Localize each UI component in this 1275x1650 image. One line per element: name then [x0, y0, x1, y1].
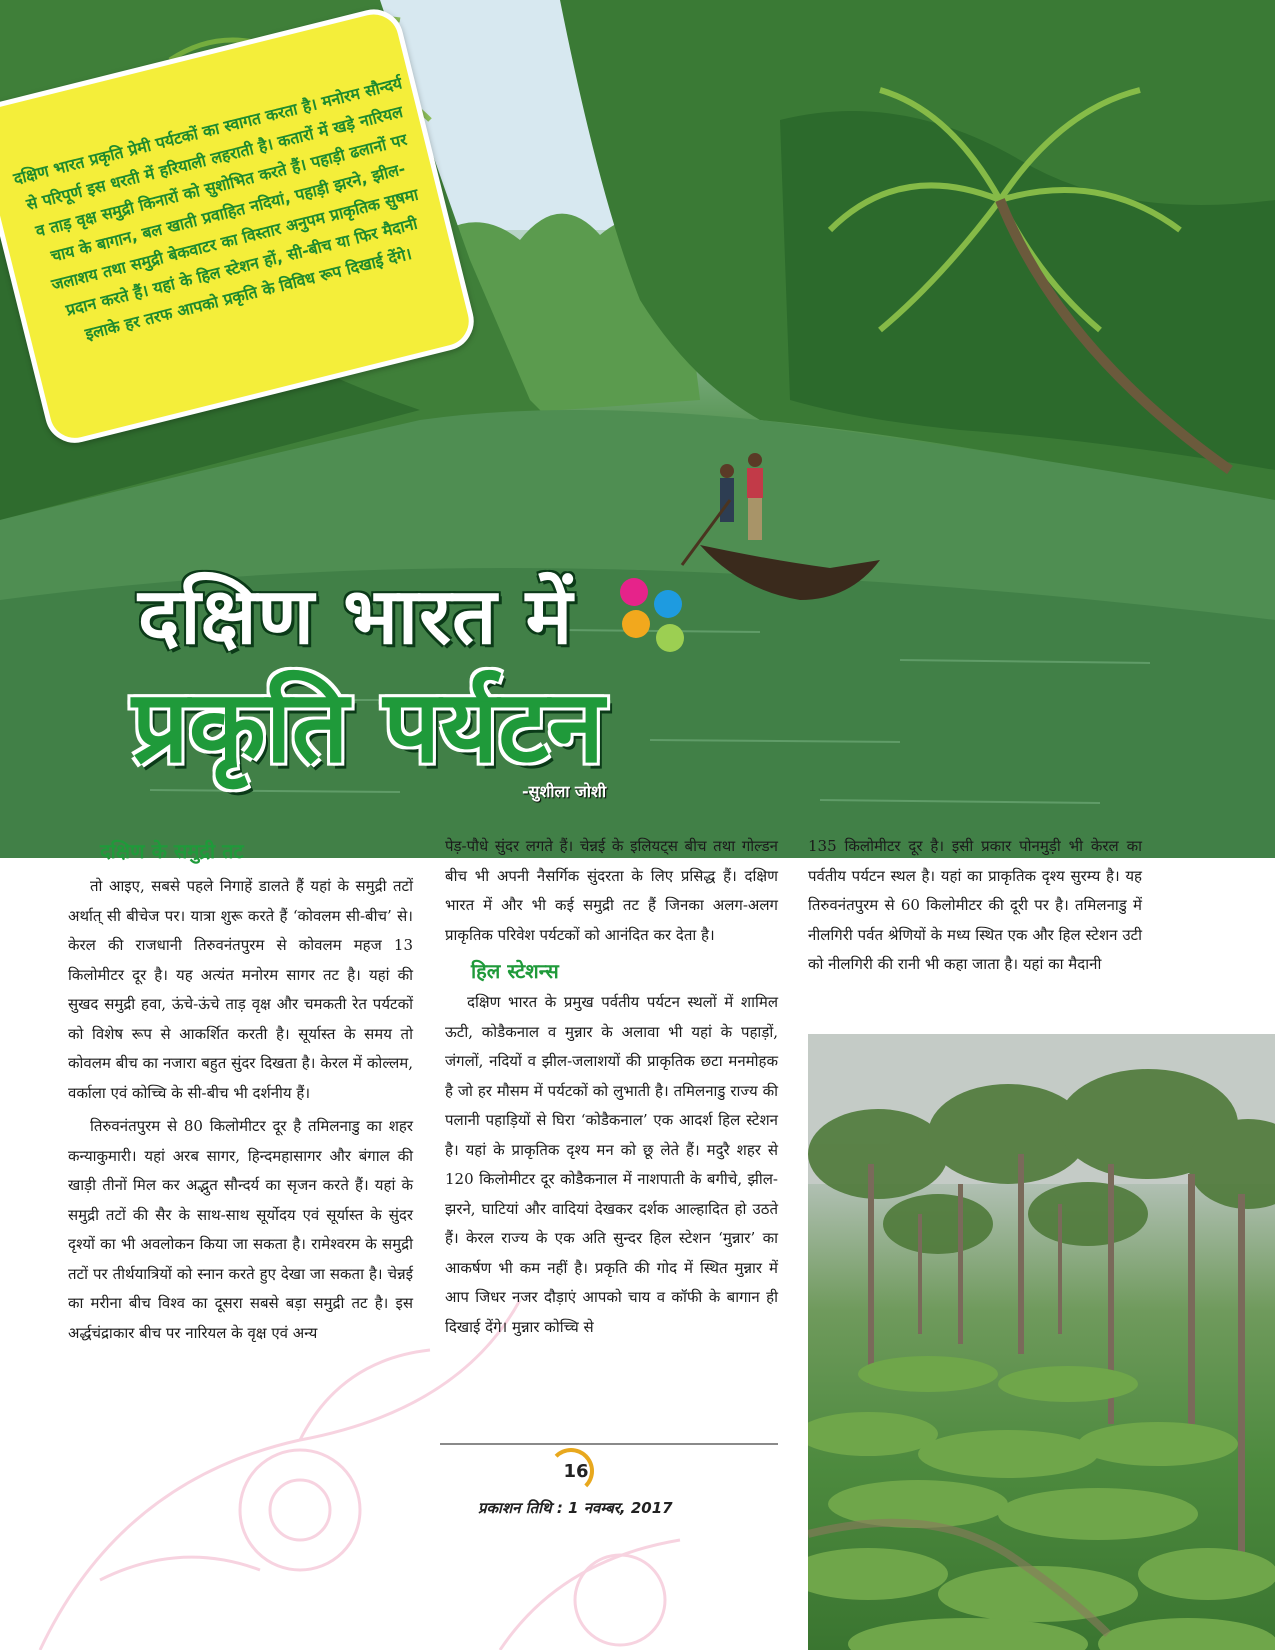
- paragraph: तो आइए, सबसे पहले निगाहें डालते हैं यहां के समुद्री तटों अर्थात् सी बीचेज पर। यात्रा शुरू करते हैं ‘कोवलम सी-बीच’ से। केरल की राजधानी तिरुवनंतपुरम से कोवलम महज 13 किलोमीटर दूर है। यह अत्यंत मनोरम सागर तट है। यहां की सुखद समुद्री हवा, ऊंचे-ऊंचे ताड़ वृक्ष और चमकती रेत पर्यटकों को विशेष रूप से आकर्शित करती है। सूर्यास्त के समय तो कोवलम बीच का नजारा बहुत सुंदर दिखता है। केरल में कोल्लम, वर्काला एवं कोच्चि के सी-बीच भी दर्शनीय हैं।: [68, 877, 413, 1102]
- pink-dot: [620, 578, 648, 606]
- decorative-dots: [620, 578, 690, 658]
- blue-dot: [654, 590, 682, 618]
- lime-dot: [656, 624, 684, 652]
- article-column-2: [445, 832, 778, 1342]
- paragraph: दक्षिण भारत के प्रमुख पर्वतीय पर्यटन स्थलों में शामिल ऊटी, कोडैकनाल व मुन्नार के अलावा भी यहां के पहाड़ों, जंगलों, नदियों व झील-जलाशयों की प्राकृतिक छटा मनमोहक है जो हर मौसम में पर्यटकों को लुभाती है। तमिलनाडु राज्य की पलानी पहाड़ियों से घिरा ‘कोडैकनाल’ एक आदर्श हिल स्टेशन है। यहां के प्राकृतिक दृश्य मन को छू लेते हैं। मदुरै शहर से 120 किलोमीटर दूर कोडैकनाल में नाशपाती के बगीचे, झील-झरने, घाटियां और वादियां देखकर दर्शक आल्हादित हो उठते हैं। केरल राज्य के एक अति सुन्दर हिल स्टेशन ‘मुन्नार’ का आकर्षण भी कम नहीं है। प्रकृति की गोद में स्थित मुन्नार में आप जिधर नजर दौड़ाएं आपको चाय व कॉफी के बागान ही दिखाई देंगे। मुन्नार कोच्चि से: [445, 993, 778, 1336]
- footer-divider: [440, 1443, 778, 1445]
- author-byline: -सुशीला जोशी: [522, 782, 607, 801]
- page-number: 16: [563, 1461, 589, 1482]
- section-heading-coasts: दक्षिण के समुद्री तट: [100, 839, 244, 863]
- paragraph: 135 किलोमीटर दूर है। इसी प्रकार पोनमुड़ी भी केरल का पर्वतीय पर्यटन स्थल है। यहां का प्राकृतिक दृश्य सुरम्य है। यह तिरुवनंतपुरम से 60 किलोमीटर की दूरी पर है। तमिलनाडु में नीलगिरी पर्वत श्रेणियों के मध्य स्थित एक और हिल स्टेशन उटी को नीलगिरी की रानी भी कहा जाता है। यहां का मैदानी: [808, 837, 1142, 973]
- title-line-1: दक्षिण भारत में: [138, 572, 574, 662]
- paragraph: तिरुवनंतपुरम से 80 किलोमीटर दूर है तमिलनाडु का शहर कन्याकुमारी। यहां अरब सागर, हिन्दमहासागर और बंगाल की खाड़ी तीनों मिल कर अद्भुत सौन्दर्य का सृजन करते हैं। यहां के समुद्री तटों की सैर के साथ-साथ सूर्योदय एवं सूर्यास्त के सुंदर दृश्यों का भी अवलोकन किया जा सकता है। रामेश्वरम के समुद्री तटों पर तीर्थयात्रियों को स्नान करते हुए देखा जा सकता है। चेन्नई का मरीना बीच विश्व का दूसरा सबसे बड़ा समुद्री तट है। इस अर्द्धचंद्राकार बीच पर नारियल के वृक्ष एवं अन्य: [68, 1117, 413, 1342]
- section-heading-hill-stations: हिल स्टेशन्स: [471, 959, 559, 983]
- article-column-1: [68, 872, 413, 1348]
- title-line-2: प्रकृति पर्यटन: [132, 668, 605, 785]
- tea-plantation-illustration: [808, 1034, 1275, 1650]
- tea-plantation-photo: [808, 1034, 1275, 1650]
- article-column-3: [808, 832, 1142, 980]
- paragraph: पेड़-पौधे सुंदर लगते हैं। चेन्नई के इलियट्स बीच तथा गोल्डन बीच भी अपनी नैसर्गिक सुंदरता के लिए प्रसिद्ध हैं। दक्षिण भारत में और भी कई समुद्री तट हैं जिनका अलग-अलग प्राकृतिक परिवेश पर्यटकों को आनंदित कर देता है।: [445, 837, 778, 944]
- intro-text: दक्षिण भारत प्रकृति प्रेमी पर्यटकों का स्वागत करता है। मनोरम सौन्दर्य से परिपूर्ण इस धरती में हरियाली लहराती है। कतारों में खड़े नारियल व ताड़ वृक्ष समुद्री किनारों को सुशोभित करते हैं। पहाड़ी ढलानों पर चाय के बागान, बल खाती प्रवाहित नदियां, पहाड़ी झरने, झील-जलाशय तथा समुद्री बेकवाटर का विस्तार अनुपम प्राकृतिक सुषमा प्रदान करते हैं। यहां के हिल स्टेशन हों, सी-बीच या फिर मैदानी इलाके हर तरफ आपको प्रकृति के विविध रूप दिखाई देंगे।: [11, 73, 421, 344]
- publication-date: प्रकाशन तिथि : 1 नवम्बर, 2017: [478, 1499, 673, 1517]
- orange-dot: [622, 610, 650, 638]
